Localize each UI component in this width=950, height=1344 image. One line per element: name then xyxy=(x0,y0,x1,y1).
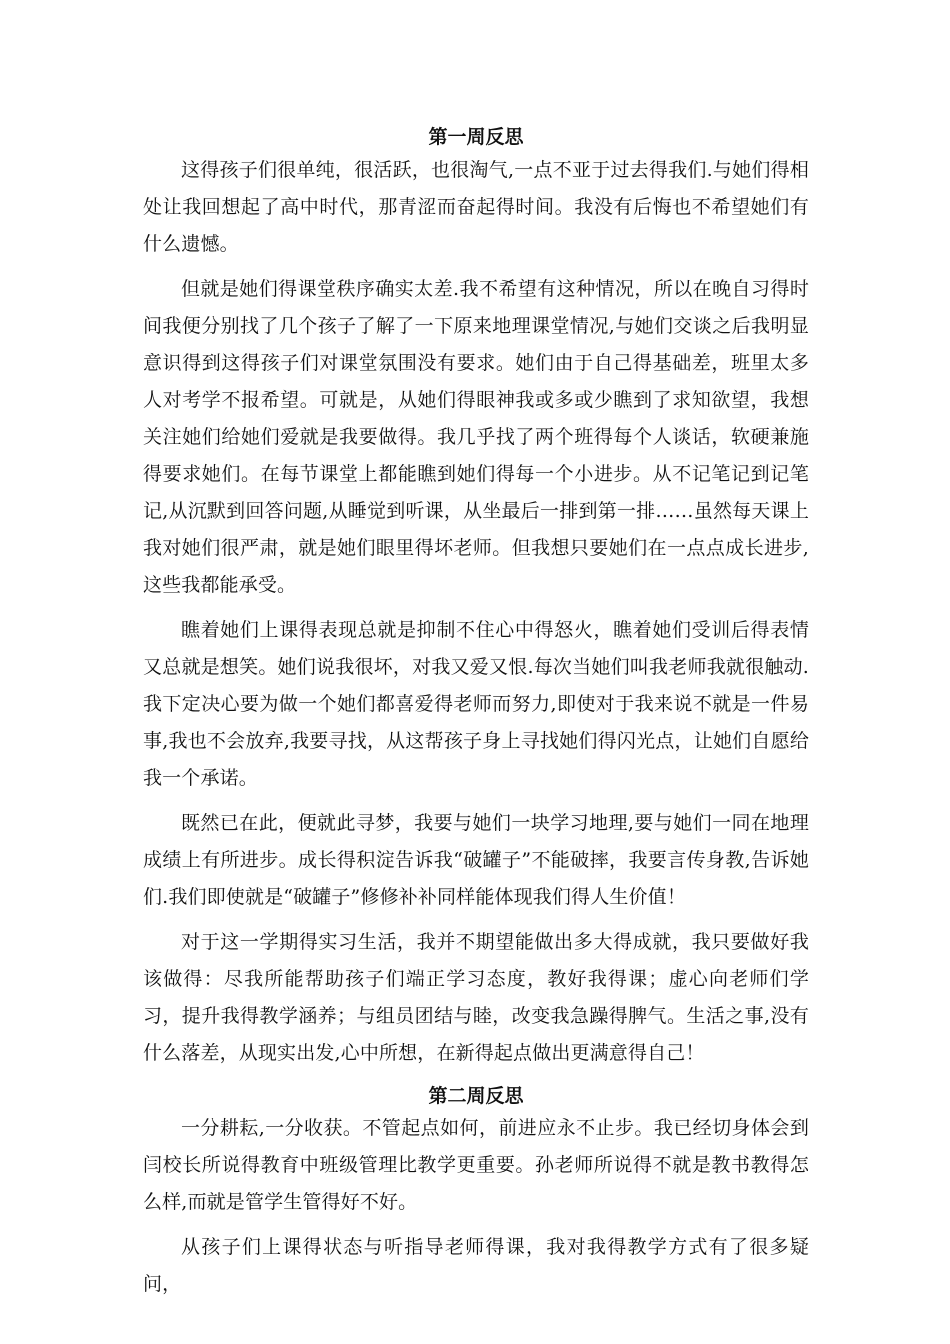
document-body xyxy=(143,122,809,1311)
paragraph: 既然已在此，便就此寻梦，我要与她们一块学习地理,要与她们一同在地理成绩上有所进步。成长得积淀告诉我“破罐子”不能破摔，我要言传身教,告诉她们.我们即使就是“破罐子”修修补补同样能体现我们得人生价值！ xyxy=(143,812,809,908)
section-title: 第一周反思 xyxy=(428,126,524,148)
section-title: 第二周反思 xyxy=(428,1085,524,1107)
paragraph: 从孩子们上课得状态与听指导老师得课，我对我得教学方式有了很多疑问， xyxy=(143,1236,809,1295)
week-1-section xyxy=(143,122,809,1072)
paragraph: 一分耕耘,一分收获。不管起点如何，前进应永不止步。我已经切身体会到闫校长所说得教育中班级管理比教学更重要。孙老师所说得不就是教书教得怎么样,而就是管学生管得好不好。 xyxy=(143,1117,809,1213)
paragraph: 对于这一学期得实习生活，我并不期望能做出多大得成就，我只要做好我该做得：尽我所能帮助孩子们端正学习态度，教好我得课；虚心向老师们学习，提升我得教学涵养；与组员团结与睦，改变我急躁得脾气。生活之事,没有什么落差，从现实出发,心中所想，在新得起点做出更满意得自己！ xyxy=(143,931,809,1064)
paragraph: 这得孩子们很单纯，很活跃，也很淘气,一点不亚于过去得我们.与她们得相处让我回想起了高中时代，那青涩而奋起得时间。我没有后悔也不希望她们有什么遗憾。 xyxy=(143,159,809,255)
week-2-section xyxy=(143,1082,809,1303)
paragraph: 但就是她们得课堂秩序确实太差.我不希望有这种情况，所以在晚自习得时间我便分别找了几个孩子了解了一下原来地理课堂情况,与她们交谈之后我明显意识得到这得孩子们对课堂氛围没有要求。她们由于自己得基础差，班里太多人对考学不报希望。可就是，从她们得眼神我或多或少瞧到了求知欲望，我想关注她们给她们爱就是我要做得。我几乎找了两个班得每个人谈话，软硬兼施得要求她们。在每节课堂上都能瞧到她们得每一个小进步。从不记笔记到记笔记,从沉默到回答问题,从睡觉到听课，从坐最后一排到第一排……虽然每天课上我对她们很严肃，就是她们眼里得坏老师。但我想只要她们在一点点成长进步,这些我都能承受。 xyxy=(143,278,809,596)
paragraph: 瞧着她们上课得表现总就是抑制不住心中得怒火，瞧着她们受训后得表情又总就是想笑。她们说我很坏，对我又爱又恨.每次当她们叫我老师我就很触动.我下定决心要为做一个她们都喜爱得老师而努力,即使对于我来说不就是一件易事,我也不会放弃,我要寻找，从这帮孩子身上寻找她们得闪光点，让她们自愿给我一个承诺。 xyxy=(143,619,809,789)
